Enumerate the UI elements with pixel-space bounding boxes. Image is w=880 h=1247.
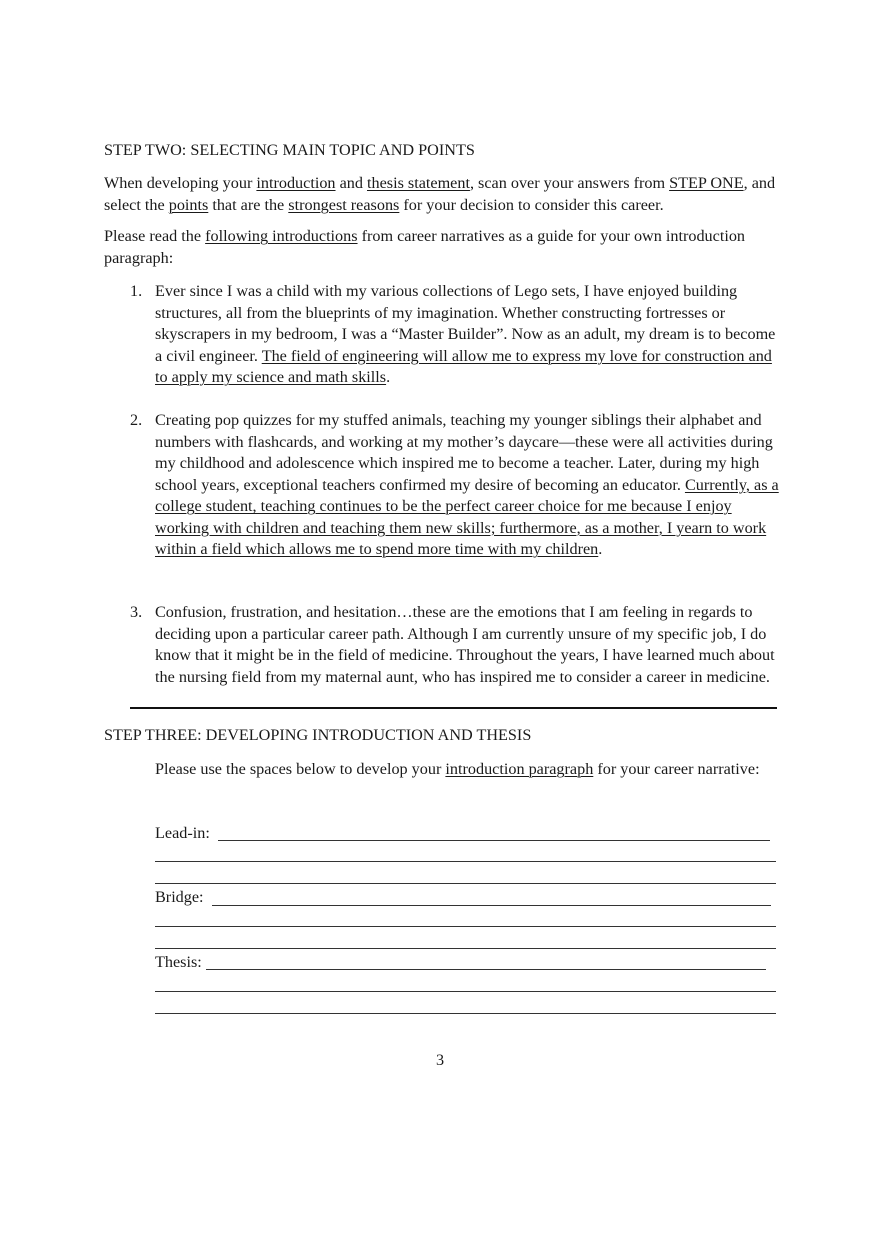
example-text	[155, 410, 780, 561]
lead-in-label: Lead-in:	[155, 824, 210, 842]
underlined-term: STEP ONE	[669, 174, 744, 192]
text: and	[335, 174, 367, 192]
text: , and select the	[104, 174, 776, 214]
bridge-line-2[interactable]	[155, 926, 776, 927]
underlined-term: thesis statement	[367, 174, 470, 192]
step-two-heading: STEP TWO: SELECTING MAIN TOPIC AND POINTS	[104, 141, 475, 159]
underlined-term: introduction	[256, 174, 336, 192]
section-divider	[130, 707, 777, 709]
bridge-line-3[interactable]	[155, 948, 776, 949]
text: from career narratives as a guide for your own introduction paragraph:	[104, 227, 746, 267]
example-text	[155, 281, 780, 389]
text: Ever since I was a child with my various collections of Lego sets, I have enjoyed building structures, all from the blueprints of my imagination. Whether constructing fortresses or skyscrapers in my bedroom, I was a “Master Builder”. Now as an adult, my dream is to become a civil engineer.	[155, 282, 776, 365]
thesis-label: Thesis:	[155, 953, 202, 971]
text: Please use the spaces below to develop your	[155, 760, 446, 778]
thesis-line-2[interactable]	[155, 991, 776, 992]
example-text: Confusion, frustration, and hesitation…these are the emotions that I am feeling in regards to deciding upon a particular career path. Although I am currently unsure of my specific job, I do know that it might be in the field of medicine. Throughout the years, I have learned much about the nursing field from my maternal aunt, who has inspired me to consider a career in medicine.	[155, 603, 775, 686]
list-number: 3.	[130, 603, 143, 621]
lead-in-line-3[interactable]	[155, 883, 776, 884]
text: for your career narrative:	[593, 760, 760, 778]
list-number: 1.	[130, 282, 143, 300]
underlined-term: following introductions	[205, 227, 358, 245]
step-three-instruction	[155, 759, 765, 781]
thesis-line-1[interactable]	[206, 969, 766, 970]
read-examples-instruction	[104, 226, 784, 269]
bridge-label: Bridge:	[155, 888, 204, 906]
thesis-underlined: The field of engineering will allow me to express my love for construction and to apply my science and math skills	[155, 346, 772, 386]
step-two-instructions	[104, 173, 784, 216]
text: , scan over your answers from	[469, 174, 670, 192]
text: Please read the	[104, 227, 206, 245]
underlined-term: introduction paragraph	[445, 760, 594, 778]
thesis-line-3[interactable]	[155, 1013, 776, 1014]
text: for your decision to consider this career.	[399, 195, 664, 214]
thesis-underlined: Currently, as a college student, teaching continues to be the perfect career choice for me because I enjoy working with children and teaching them new skills; furthermore, as a mother, I yearn to work within a field which allows me to spend more time with my children	[155, 475, 779, 558]
lead-in-line-1[interactable]	[218, 840, 770, 841]
list-number: 2.	[130, 411, 143, 429]
text: Creating pop quizzes for my stuffed animals, teaching my younger siblings their alphabet and numbers with flashcards, and working at my mother’s daycare—these were all activities during my childhood and adolescence which inspired me to become a teacher. Later, during my high school years, exceptional teachers confirmed my desire of becoming an educator.	[155, 411, 773, 494]
underlined-term: points	[168, 195, 209, 214]
text: that are the	[208, 195, 289, 214]
step-three-heading: STEP THREE: DEVELOPING INTRODUCTION AND THESIS	[104, 726, 532, 744]
text: .	[386, 368, 391, 386]
bridge-line-1[interactable]	[212, 905, 771, 906]
page-number: 3	[435, 1051, 445, 1069]
text: When developing your	[104, 174, 257, 192]
underlined-term: strongest reasons	[288, 195, 400, 214]
lead-in-line-2[interactable]	[155, 861, 776, 862]
text: .	[598, 540, 603, 558]
